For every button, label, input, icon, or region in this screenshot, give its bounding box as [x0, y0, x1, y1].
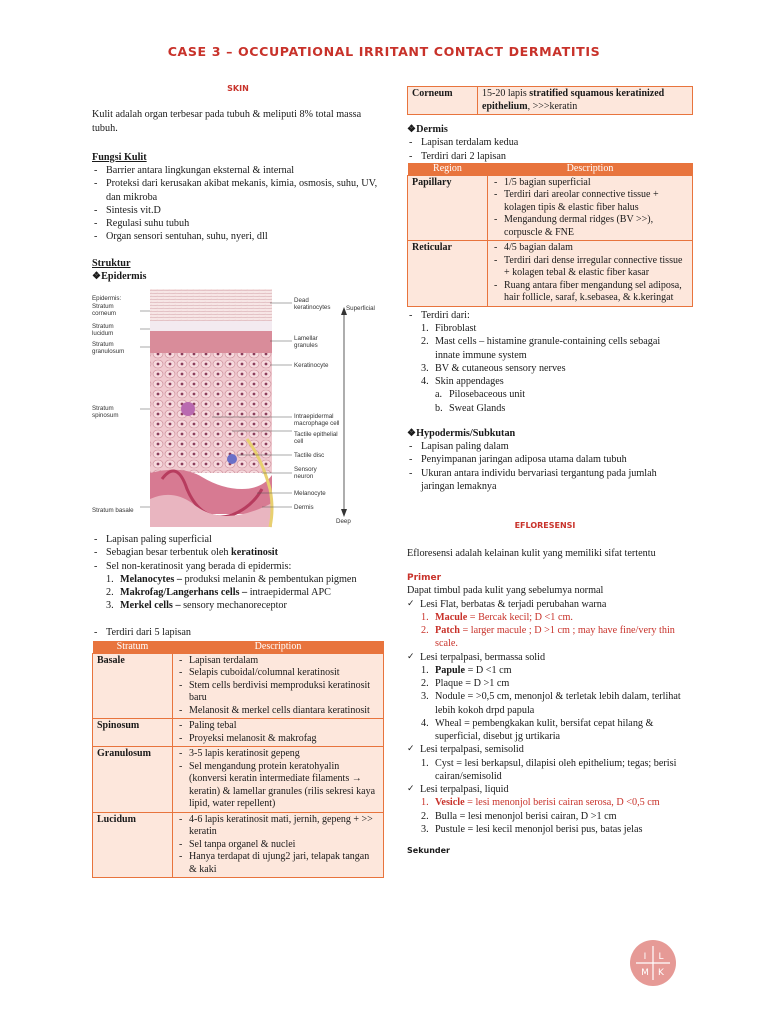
table-cell-name: Spinosum	[93, 719, 173, 747]
list-item	[421, 388, 683, 401]
appendages-list	[407, 388, 683, 415]
figure-label-dermis: Dermis	[294, 504, 314, 512]
svg-text:I: I	[643, 952, 647, 962]
list-item	[92, 573, 384, 586]
lesi-liquid-list	[407, 796, 683, 836]
table-cell-name: Granulosum	[93, 747, 173, 813]
primer-intro: Dapat timbul pada kulit yang sebelumya normal	[407, 585, 604, 597]
figure-label-sensory: Sensory neuron	[294, 466, 317, 481]
list-text: intraepidermal APC	[247, 587, 331, 599]
fungsi-heading: Fungsi Kulit	[92, 151, 147, 163]
figure-label-basale: Stratum basale	[92, 507, 134, 515]
list-item: - Lapisan paling superficial	[92, 533, 384, 546]
list-text: Wheal = pembengkakan kulit, bersifat cepat hilang & superficial, disebut jg urtikaria	[435, 717, 654, 743]
list-text: Plaque = D >1 cm	[435, 678, 510, 690]
skin-intro: Kulit adalah organ terbesar pada tubuh & meliputi 8% total massa tubuh.	[92, 109, 362, 134]
list-number: 2.	[421, 625, 429, 637]
list-item	[407, 664, 683, 677]
lesi-item: ✓ Lesi terpalpasi, liquid	[407, 783, 683, 796]
list-item: - 4/5 bagian dalam	[492, 242, 688, 255]
list-item	[92, 546, 384, 559]
lesi-list	[407, 783, 683, 796]
figure-label-tactile-cell: Tactile epithelial cell	[294, 431, 338, 446]
right-column	[407, 86, 683, 856]
table-row	[408, 241, 693, 307]
list-term: Melanocytes –	[120, 573, 182, 585]
keratinosit-term: keratinosit	[231, 547, 279, 559]
list-item: - Hanya terdapat di ujung2 jari, telapak tangan & kaki	[177, 851, 379, 876]
list-item: - Sel non-keratinosit yang berada di epidermis:	[92, 560, 384, 573]
list-item: - Barrier antara lingkungan eksternal & internal	[92, 164, 384, 177]
list-text: = Bercak kecil; D <1 cm.	[467, 611, 573, 623]
list-item: - Terdiri dari 2 lapisan	[407, 150, 683, 163]
list-number: 1.	[421, 664, 429, 676]
list-text: Nodule = >0,5 cm, menonjol & terletak lebih dalam, terlihat lebih kokoh drpd papula	[435, 691, 681, 716]
list-item-text: Sebagian besar terbentuk oleh	[106, 547, 229, 559]
lesi-item: ✓ Lesi Flat, berbatas & terjadi perubahan warna	[407, 598, 683, 611]
list-number: 2.	[421, 336, 429, 348]
list-number: 4.	[421, 376, 429, 387]
page-title: CASE 3 – OCCUPATIONAL IRRITANT CONTACT DERMATITIS	[167, 44, 601, 59]
list-item: - Proteksi dari kerusakan akibat mekanis, kimia, osmosis, suhu, UV, dan mikroba	[92, 177, 384, 204]
list-item: - Proyeksi melanosit & makrofag	[177, 733, 379, 746]
list-number: 3.	[421, 691, 429, 703]
list-item	[92, 599, 384, 612]
list-item	[407, 823, 683, 836]
corneum-text: 15-20 lapis	[482, 88, 530, 99]
list-text: produksi melanin & pembentukan pigmen	[181, 573, 357, 585]
nonkeratinocyte-list	[92, 573, 384, 613]
list-term: Patch	[435, 625, 460, 637]
table-header: Region	[408, 163, 488, 176]
list-term: Vesicle	[435, 797, 465, 809]
skin-heading: SKIN	[227, 84, 249, 93]
lesi-list	[407, 651, 683, 664]
table-cell-name: Corneum	[408, 87, 478, 115]
terdiri-list	[407, 309, 683, 322]
list-item	[407, 757, 683, 784]
list-item	[407, 810, 683, 823]
lesi-semisolid-list	[407, 757, 683, 784]
list-item: - Sintesis vit.D	[92, 204, 384, 217]
list-number: 3.	[421, 362, 429, 374]
figure-label-dead: Dead keratinocytes	[294, 297, 331, 312]
table-row	[93, 719, 384, 747]
lesi-solid-list	[407, 664, 683, 744]
list-text: Cyst = lesi berkapsul, dilapisi oleh epithelium; tegas; berisi cairan/semisolid	[435, 757, 677, 782]
dermis-components-list	[407, 322, 683, 388]
table-row	[408, 175, 693, 241]
table-header: Stratum	[93, 641, 173, 654]
figure-label-spinosum: Stratum spinosum	[92, 405, 119, 420]
list-item	[407, 362, 683, 375]
list-text: Fibroblast	[435, 323, 477, 334]
table-header: Description	[488, 163, 693, 176]
svg-text:K: K	[658, 968, 664, 978]
list-item: - Sel tanpa organel & nuclei	[177, 839, 379, 852]
left-column	[92, 84, 384, 878]
sekunder-heading: Sekunder	[407, 846, 450, 856]
list-item: - Ukuran antara individu bervariasi tergantung pada jumlah jaringan lemaknya	[407, 467, 683, 494]
list-item: - Lapisan paling dalam	[407, 440, 683, 453]
hypodermis-heading: ❖Hypodermis/Subkutan	[407, 427, 516, 439]
list-item: - Stem cells berdivisi memproduksi keratinosit baru	[177, 680, 379, 705]
svg-text:M: M	[641, 968, 649, 978]
lapisan-list	[92, 626, 384, 639]
logo-mark	[630, 940, 676, 986]
hypodermis-list	[407, 440, 683, 493]
list-item: - Terdiri dari dense irregular connective tissue + kolagen tebal & elastic fiber kasar	[492, 255, 688, 280]
list-number: 1.	[421, 797, 429, 809]
corneum-table	[407, 86, 693, 115]
list-text: = D <1 cm	[465, 664, 512, 676]
list-item: - Ruang antara fiber mengandung sel adiposa, hair follicle, saraf, k.sebasea, & k.keringat	[492, 280, 688, 305]
list-number: 3.	[421, 823, 429, 835]
table-row	[408, 87, 693, 115]
list-item	[92, 586, 384, 599]
list-item: - Terdiri dari areolar connective tissue + kolagen tipis & elastic fiber halus	[492, 189, 688, 214]
list-text: = larger macule ; D >1 cm ; may have fine/very thin scale.	[435, 625, 675, 650]
list-text: Sweat Glands	[449, 402, 506, 414]
table-cell-desc	[488, 241, 693, 307]
svg-text:L: L	[658, 952, 664, 962]
list-item: - Penyimpanan jaringan adiposa utama dalam tubuh	[407, 453, 683, 466]
list-item	[407, 322, 683, 335]
table-cell-desc	[488, 175, 693, 241]
table-cell-name: Lucidum	[93, 812, 173, 878]
list-item	[407, 624, 683, 651]
epidermis-heading: ❖Epidermis	[92, 270, 147, 282]
table-header: Description	[173, 641, 384, 654]
list-text: Pustule = lesi kecil menonjol berisi pus, batas jelas	[435, 823, 643, 835]
list-number: 1.	[421, 611, 429, 623]
list-term: Makrofag/Langerhans cells –	[120, 587, 248, 599]
table-cell-desc	[173, 812, 384, 878]
lesi-flat-list	[407, 611, 683, 651]
list-item: - Terdiri dari 5 lapisan	[92, 626, 384, 639]
list-item: - Sel mengandung protein keratohyalin (konversi keratin intermediate filaments → keratin) & lamellar granules (rilis sekresi kaya lipid, water repellent)	[177, 761, 379, 811]
figure-label-lamellar: Lamellar granules	[294, 335, 318, 350]
figure-label-tactile-disc: Tactile disc	[294, 452, 325, 460]
list-item: - Paling tebal	[177, 720, 379, 733]
logo	[630, 940, 676, 986]
lesi-list	[407, 598, 683, 611]
list-number: 1.	[421, 757, 429, 769]
list-item: - Organ sensori sentuhan, suhu, nyeri, dll	[92, 230, 384, 243]
list-item	[407, 717, 683, 744]
list-text: BV & cutaneous sensory nerves	[435, 362, 566, 374]
list-number: 1.	[421, 323, 429, 334]
table-row	[93, 653, 384, 719]
figure-label-lucidum: Stratum lucidum	[92, 323, 114, 338]
list-item: - Mengandung dermal ridges (BV >>), corpuscle & FNE	[492, 214, 688, 239]
figure-label-keratinocyte: Keratinocyte	[294, 362, 329, 370]
list-term: Merkel cells –	[120, 600, 181, 612]
list-item: - Selapis cuboidal/columnal keratinosit	[177, 667, 379, 680]
figure-label-corneum: Stratum corneum	[92, 303, 117, 318]
lesi-list	[407, 743, 683, 756]
list-term: Papule	[435, 664, 466, 676]
list-number: 1.	[106, 573, 114, 585]
list-item	[407, 375, 683, 388]
list-item	[407, 796, 683, 809]
table-cell-desc	[173, 747, 384, 813]
figure-label-macrophage: Intraepidermal macrophage cell	[294, 413, 340, 428]
list-item	[407, 690, 683, 717]
primer-heading: Primer	[407, 572, 442, 583]
efloresensi-heading: EFLORESENSI	[514, 521, 576, 530]
lesi-item: ✓ Lesi terpalpasi, semisolid	[407, 743, 683, 756]
list-letter: b.	[435, 402, 443, 414]
list-item: - Lapisan terdalam	[177, 655, 379, 668]
list-item	[421, 402, 683, 415]
epidermis-list	[92, 533, 384, 573]
strata-table	[92, 641, 384, 879]
table-cell-desc	[173, 653, 384, 719]
list-item: - Melanosit & merkel cells diantara keratinosit	[177, 705, 379, 718]
table-row	[93, 812, 384, 878]
list-number: 2.	[106, 587, 114, 599]
list-item	[407, 611, 683, 624]
corneum-bold: stratified squamous keratinized epithelium	[482, 88, 665, 112]
table-cell-desc	[173, 719, 384, 747]
list-number: 3.	[106, 600, 114, 612]
list-item: - Terdiri dari:	[407, 309, 683, 322]
region-table	[407, 163, 693, 307]
corneum-tail: , >>>keratin	[527, 100, 578, 112]
list-item	[407, 335, 683, 362]
list-text: Mast cells – histamine granule-containing cells sebagai innate immune system	[435, 336, 661, 361]
epidermis-figure	[92, 289, 384, 529]
list-item: - 3-5 lapis keratinosit gepeng	[177, 748, 379, 761]
dermis-heading: ❖Dermis	[407, 124, 448, 135]
list-text: sensory mechanoreceptor	[180, 600, 287, 612]
table-cell-name: Papillary	[408, 175, 488, 241]
dermis-list	[407, 136, 683, 163]
list-text: Skin appendages	[435, 376, 504, 387]
list-item	[407, 677, 683, 690]
table-cell-name: Reticular	[408, 241, 488, 307]
table-cell-name: Basale	[93, 653, 173, 719]
list-text: Pilosebaceous unit	[449, 389, 526, 401]
figure-label-melanocyte: Melanocyte	[294, 490, 326, 498]
list-number: 4.	[421, 717, 429, 729]
list-letter: a.	[435, 389, 443, 401]
list-text: Bulla = lesi menonjol berisi cairan, D >1 cm	[435, 810, 617, 822]
fungsi-list	[92, 164, 384, 244]
list-item: - Regulasi suhu tubuh	[92, 217, 384, 230]
list-item: - 4-6 lapis keratinosit mati, jernih, gepeng + >> keratin	[177, 814, 379, 839]
figure-label-granulosum: Stratum granulosum	[92, 341, 125, 356]
table-row	[93, 747, 384, 813]
list-item: - 1/5 bagian superficial	[492, 177, 688, 190]
list-item: - Lapisan terdalam kedua	[407, 136, 683, 149]
list-term: Macule	[435, 611, 468, 623]
struktur-heading: Struktur	[92, 257, 131, 269]
table-cell-desc	[478, 87, 693, 115]
figure-label-epidermis: Epidermis:	[92, 295, 122, 303]
list-number: 2.	[421, 810, 429, 822]
figure-label-deep: Deep	[336, 518, 351, 526]
figure-label-superficial: Superficial	[346, 305, 375, 313]
list-number: 2.	[421, 678, 429, 690]
lesi-item: ✓ Lesi terpalpasi, bermassa solid	[407, 651, 683, 664]
efloresensi-intro: Efloresensi adalah kelainan kulit yang memiliki sifat tertentu	[407, 548, 656, 560]
list-text: = lesi menonjol berisi cairan serosa, D <0,5 cm	[464, 797, 660, 809]
